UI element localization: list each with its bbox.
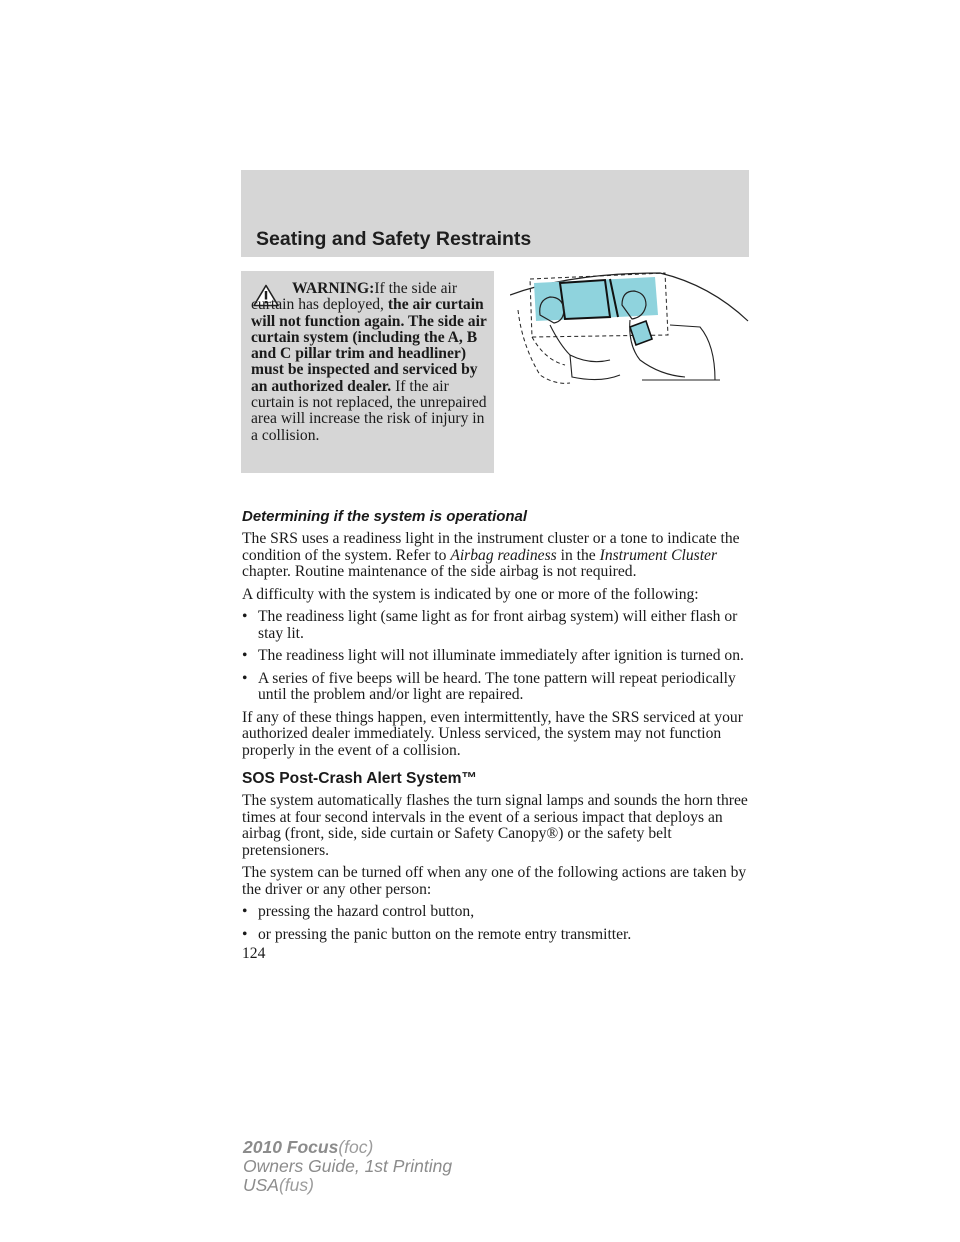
footer-region-code: (fus) [278,1175,314,1195]
bullet-text: pressing the hazard control button, [258,903,475,920]
section-header [241,170,749,257]
bullet-text: The readiness light will not illuminate immediately after ignition is turned on. [258,647,744,664]
footer-region: USA [243,1175,279,1195]
footer-model: 2010 Focus [243,1137,339,1157]
airbag-readiness-ref: Airbag readiness [450,546,557,564]
bullet-icon: • [242,647,248,664]
page-number: 124 [242,945,266,962]
warning-text [251,281,491,444]
sos-para-1: The system automatically flashes the turn signal lamps and sounds the horn three times at four second intervals in the event of a serious impact that deploys an airbag (front, side, side curtain or Safety Canopy®) or the safety belt pretensioners. [242,792,748,859]
bullet-icon: • [242,669,248,687]
list-item [242,648,754,665]
bullet-icon: • [242,608,248,625]
warning-bold: the air curtain will not function again. The side air curtain system (including the A, B and C pillar trim and headliner) must be inspected and serviced by an authorized dealer. [251,296,487,395]
footer-model-code: (foc) [338,1137,374,1157]
print-footer [243,1138,452,1195]
sos-heading: SOS Post-Crash Alert System™ [242,770,478,787]
footer-line-2: Owners Guide, 1st Printing [243,1156,453,1176]
operational-para-3: If any of these things happen, even intermittently, have the SRS serviced at your authorized dealer immediately. Unless serviced, the system may not function properly in the event of a collision. [242,708,743,759]
bullet-icon: • [242,903,248,920]
main-content [242,508,754,949]
list-item [242,671,754,704]
bullet-text: or pressing the panic button on the remote entry transmitter. [258,925,632,943]
operational-heading: Determining if the system is operational [242,508,528,525]
warning-box [241,271,494,473]
text-run: in the [556,546,600,564]
instrument-cluster-ref: Instrument Cluster [599,546,718,564]
sos-para-2: The system can be turned off when any one of the following actions are taken by the driver or any other person: [242,864,747,898]
list-item [242,927,754,944]
list-item [242,904,754,921]
bullet-icon: • [242,925,248,943]
footer-line-3 [243,1176,452,1195]
warning-tail: If the air curtain is not replaced, the unrepaired area will increase the risk of injury in a collision. [251,377,487,444]
text-run: chapter. Routine maintenance of the side airbag is not required. [242,563,637,580]
bullet-text: The readiness light (same light as for front airbag system) will either flash or stay lit. [258,608,738,642]
bullet-text: A series of five beeps will be heard. The tone pattern will repeat periodically until the problem and/or light are repaired. [258,669,736,703]
list-item [242,609,754,642]
operational-para-1 [242,531,754,581]
warning-lead: If the side air curtain has deployed, [251,280,458,314]
side-air-curtain-illustration [510,265,750,390]
footer-line-1 [243,1138,452,1157]
warning-label: WARNING: [292,280,375,297]
operational-para-2: A difficulty with the system is indicated by one or more of the following: [242,585,699,603]
section-title: Seating and Safety Restraints [256,228,532,250]
text-run: The SRS uses a readiness light in the instrument cluster or a tone to indicate the condition of the system. Refer to [242,530,740,564]
